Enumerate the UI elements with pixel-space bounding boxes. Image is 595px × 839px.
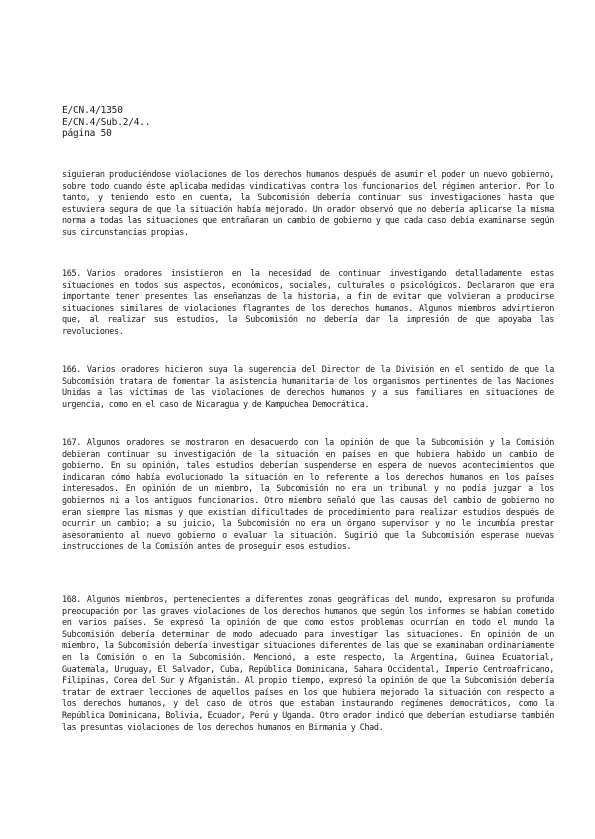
paragraph-number: 166. xyxy=(62,364,81,374)
document-symbol-2: E/CN.4/Sub.2/4.. xyxy=(62,116,151,128)
paragraph-continuation xyxy=(62,169,554,239)
paragraph-167 xyxy=(62,437,554,553)
paragraph-166 xyxy=(62,364,554,410)
paragraph-text: Varios oradores hicieron suya la sugerencia del Director de la División en el sentido de que la Subcomisión tratara de fomentar la asistencia humanitaria de los organismos pertinentes de las Naciones Unidas a las víctimas de las violaciones de derechos humanos y a sus familiares en situaciones de urgencia, como en el caso de Nicaragua y de Kampuchea Democrática. xyxy=(62,364,554,409)
paragraph-165 xyxy=(62,268,554,338)
document-header xyxy=(62,105,150,140)
paragraph-text: siguieran produciéndose violaciones de los derechos humanos después de asumir el poder un nuevo gobierno, sobre todo cuando éste aplicaba medidas vindicativas contra los funcionarios del régimen anterior. Por lo tanto, y teniendo esto en cuenta, la Subcomisión debería continuar sus investigaciones hasta que estuviera segura de que la situación había mejorado. Un orador observó que no debería aplicarse la misma norma a todas las situaciones que entrañaran un cambio de gobierno y que cada caso debía examinarse según sus circunstancias propias. xyxy=(62,169,554,237)
paragraph-number: 168. xyxy=(62,594,81,604)
paragraph-text: Algunos oradores se mostraron en desacuerdo con la opinión de que la Subcomisión y la Comisión debieran continuar su investigación de la situación en países en que hubiera habido un cambio de gobierno. En su opinión, tales estudios deberían suspenderse en espera de nuevos acontecimientos que indicaran cómo había evolucionado la situación en lo referente a los derechos humanos en los países interesados. En opinión de un miembro, la Subcomisión no era un tribunal y no podía juzgar a los gobiernos ni a los antiguos funcionarios. Otro miembro señaló que las causas del cambio de gobierno no eran siempre las mismas y que existían dificultades de procedimiento para realizar estudios después de ocurrir un cambio; a su juicio, la Subcomisión no era un órgano supervisor y no le incumbía prestar asesoramiento al nuevo gobierno o evaluar la situación. Sugirió que la Subcomisión esperase nuevas instrucciones de la Comisión antes de proseguir esos estudios. xyxy=(62,437,554,552)
paragraph-text: Varios oradores insistieron en la necesidad de continuar investigando detalladamente estas situaciones en todos sus aspectos, económicos, sociales, culturales o psicológicos. Declararon que era importante tener presentes las enseñanzas de la historia, a fin de evitar que volvieran a producirse situaciones similares de violaciones flagrantes de los derechos humanos. Algunos miembros advirtieron que, al realizar sus estudios, la Subcomisión no debería dar la impresión de que apoyaba las revoluciones. xyxy=(62,268,554,336)
paragraph-168 xyxy=(62,594,554,733)
page-number: página 50 xyxy=(62,128,112,139)
paragraph-number: 167. xyxy=(62,437,81,447)
paragraph-number: 165. xyxy=(62,268,81,278)
paragraph-text: Algunos miembros, pertenecientes a diferentes zonas geográficas del mundo, expresaron su profunda preocupación por las graves violaciones de los derechos humanos que según los informes se habían cometido en varios países. Se expresó la opinión de que como estos problemas ocurrían en todo el mundo la Subcomisión debería determinar de modo adecuado para investigar las situaciones. En opinión de un miembro, la Subcomisión debería investigar situaciones diferentes de las que se examinaban ordinariamente en la Comisión o en la Subcomisión. Mencionó, a este respecto, la Argentina, Guinea Ecuatorial, Guatemala, Uruguay, El Salvador, Cuba, República Dominicana, Sahara Occidental, Imperio Centroafricano, Filipinas, Corea del Sur y Afganistán. Al propio tiempo, expresó la opinión de que la Subcomisión debería tratar de extraer lecciones de aquellos países en los que hubiera mejorado la situación con respecto a los derechos humanos, y del caso de otros que estaban instaurando regímenes democráticos, como la República Dominicana, Bolivia, Ecuador, Perú y Uganda. Otro orador indicó que deberían estudiarse también las presuntas violaciones de los derechos humanos en Birmania y Chad. xyxy=(62,594,554,732)
document-symbol-1: E/CN.4/1350 xyxy=(62,105,123,116)
